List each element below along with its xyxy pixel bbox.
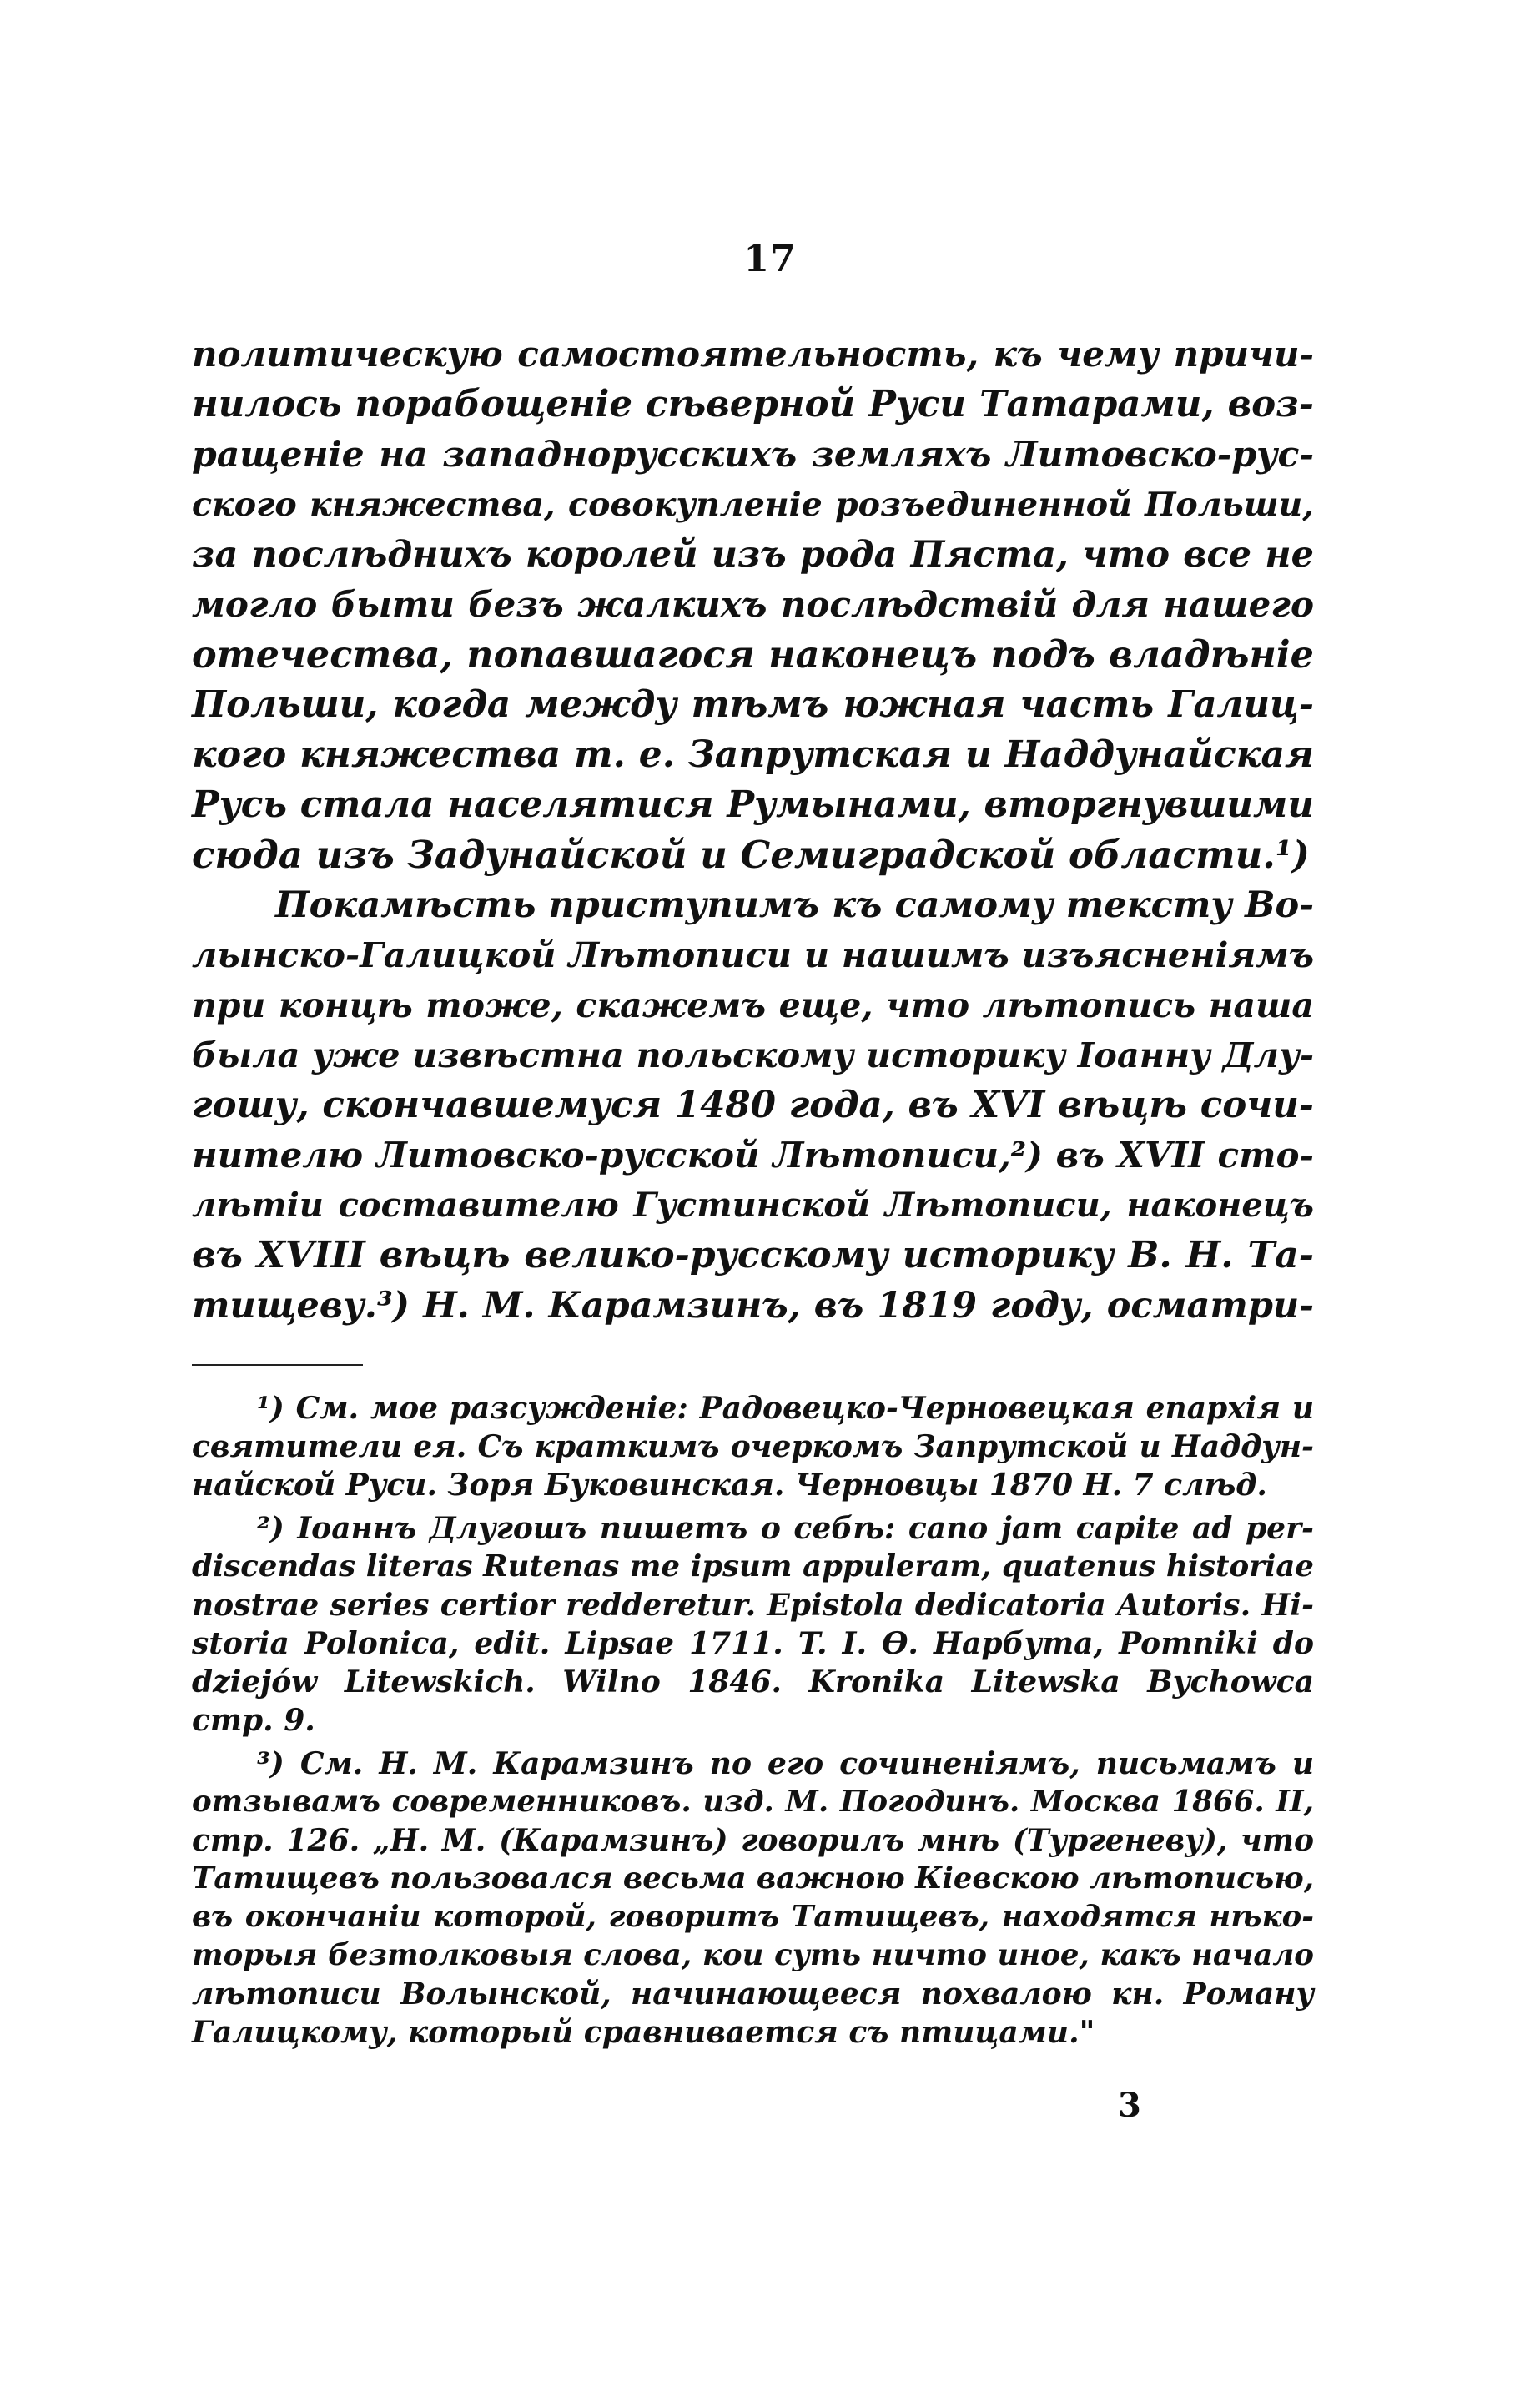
footnote-line: стр. 126. „Н. М. (Карамзинъ) говорилъ мнѣ (Тургеневу), что bbox=[192, 1823, 1314, 1858]
body-line: нителю Литовско-русской Лѣтописи,²) въ XVII сто- bbox=[192, 1135, 1314, 1176]
body-line: лѣтіи составителю Густинской Лѣтописи, наконецъ bbox=[192, 1186, 1314, 1225]
footnote-line: ¹) См. мое разсужденіе: Радовецко-Черновецкая епархія и bbox=[257, 1391, 1314, 1426]
footnote-line: nostrae series certior redderetur. Epistola dedicatoria Autoris. Hi- bbox=[192, 1588, 1314, 1623]
footnote-line: Татищевъ пользовался весьма важною Кіевскою лѣтописью, bbox=[192, 1861, 1315, 1896]
page-number: 17 bbox=[743, 238, 797, 280]
footnote-rule bbox=[192, 1364, 363, 1366]
body-line: въ XVIII вѣцѣ велико-русскому историку В. Н. Та- bbox=[192, 1234, 1314, 1277]
signature-mark: 3 bbox=[1118, 2086, 1141, 2125]
body-line: была уже извѣстна польскому историку Іоанну Длу- bbox=[192, 1035, 1314, 1075]
body-line: ращеніе на западнорусскихъ земляхъ Литовско-рус- bbox=[192, 434, 1314, 476]
footnote-line: найской Руси. Зоря Буковинская. Черновцы 1870 Н. 7 слѣд. bbox=[192, 1468, 1267, 1503]
footnote-line: storia Polonica, edit. Lipsae 1711. T. I. Ѳ. Нарбута, Pomniki do bbox=[192, 1626, 1314, 1661]
footnote-line: dziejów Litewskich. Wilno 1846. Kronika Litewska Bychowca bbox=[192, 1664, 1314, 1700]
body-line: тищеву.³) Н. М. Карамзинъ, въ 1819 году, осматри- bbox=[192, 1285, 1314, 1327]
body-line: нилось порабощеніе сѣверной Руси Татарами, воз- bbox=[192, 383, 1314, 426]
footnote-line: discendas literas Rutenas me ipsum appuleram, quatenus historiae bbox=[192, 1549, 1314, 1584]
footnote-line: торыя безтолковыя слова, кои суть ничто иное, какъ начало bbox=[192, 1938, 1314, 1972]
body-line: Русь стала населятися Румынами, вторгнувшими bbox=[192, 783, 1314, 826]
body-line: Польши, когда между тѣмъ южная часть Галиц- bbox=[192, 683, 1314, 726]
body-line: кого княжества т. е. Запрутская и Наддунайская bbox=[192, 733, 1314, 776]
body-line: отечества, попавшагося наконецъ подъ владѣніе bbox=[192, 633, 1314, 677]
body-line: ского княжества, совокупленіе розъединенной Польши, bbox=[192, 486, 1314, 524]
footnote-line: въ окончаніи которой, говоритъ Татищевъ, находятся нѣко- bbox=[192, 1900, 1314, 1934]
footnote-line: ²) Іоаннъ Длугошъ пишетъ о себѣ: cano jam capite ad per- bbox=[257, 1511, 1314, 1546]
body-line: сюда изъ Задунайской и Семиградской области.¹) bbox=[192, 833, 1310, 877]
body-line: Покамѣсть приступимъ къ самому тексту Во- bbox=[275, 884, 1314, 926]
body-line: могло быти безъ жалкихъ послѣдствій для нашего bbox=[192, 584, 1314, 625]
footnote-3 bbox=[192, 1745, 1314, 2052]
body-line: гошу, скончавшемуся 1480 года, въ XVI вѣцѣ сочи- bbox=[192, 1084, 1314, 1126]
body-line: за послѣднихъ королей изъ рода Пяста, что все не bbox=[192, 534, 1314, 576]
main-text bbox=[192, 330, 1314, 1331]
footnote-line: отзывамъ современниковъ. изд. М. Погодинъ. Москва 1866. II, bbox=[192, 1785, 1314, 1819]
footnote-line: стр. 9. bbox=[192, 1703, 315, 1738]
body-line: при концѣ тоже, скажемъ еще, что лѣтопись наша bbox=[192, 985, 1314, 1025]
footnote-line: лѣтописи Волынской, начинающееся похвалою кн. Роману bbox=[192, 1976, 1314, 2012]
body-line: политическую самостоятельность, къ чему причи- bbox=[192, 334, 1314, 375]
body-line: лынско-Галицкой Лѣтописи и нашимъ изъясненіямъ bbox=[192, 934, 1314, 975]
footnotes bbox=[192, 1389, 1314, 2057]
footnote-1 bbox=[192, 1389, 1314, 1504]
footnote-2 bbox=[192, 1509, 1314, 1740]
footnote-line: святители ея. Съ краткимъ очеркомъ Запрутской и Наддун- bbox=[192, 1429, 1314, 1464]
footnote-line: Галицкому, который сравнивается съ птицами." bbox=[192, 2015, 1095, 2050]
footnote-line: ³) См. Н. М. Карамзинъ по его сочиненіямъ, письмамъ и bbox=[257, 1746, 1314, 1781]
